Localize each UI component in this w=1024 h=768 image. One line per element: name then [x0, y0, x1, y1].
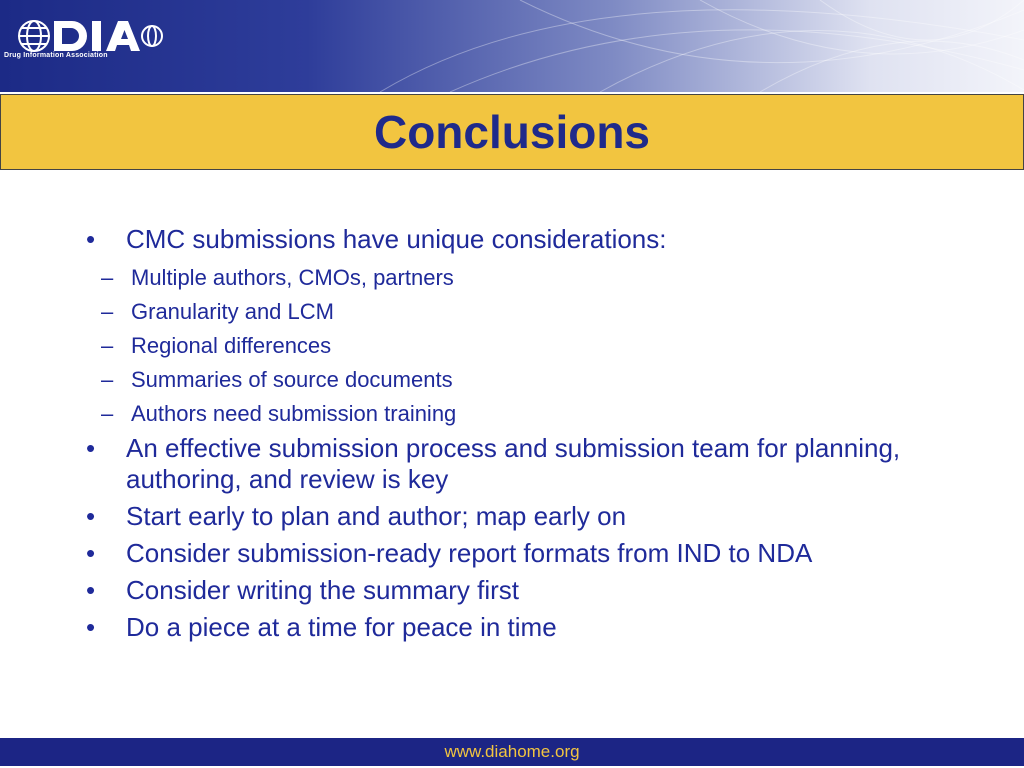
sub-bullet-text: Summaries of source documents — [131, 367, 453, 392]
bullet-text: Consider writing the summary first — [126, 575, 519, 605]
bullet-item — [86, 538, 986, 569]
bullet-icon: • — [86, 433, 96, 463]
sub-bullet-text: Multiple authors, CMOs, partners — [131, 265, 454, 290]
bullet-text: Start early to plan and author; map early on — [126, 501, 627, 531]
bullet-item — [86, 501, 986, 532]
sub-bullet-text: Granularity and LCM — [131, 299, 334, 324]
dash-icon: – — [101, 367, 114, 392]
bullet-item — [86, 224, 986, 255]
sub-bullet-list — [86, 261, 986, 431]
bullet-text: Do a piece at a time for peace in time — [126, 612, 557, 642]
slide-title: Conclusions — [373, 106, 651, 158]
bullet-icon: • — [86, 224, 96, 254]
sub-bullet-item — [46, 363, 986, 397]
sub-bullet-text: Regional differences — [131, 333, 332, 358]
bullet-icon: • — [86, 538, 96, 568]
dash-icon: – — [101, 299, 114, 324]
bullet-icon: • — [86, 612, 96, 642]
bullet-item — [86, 612, 986, 643]
footer-bar — [0, 738, 1024, 766]
bullet-text: Consider submission-ready report formats from IND to NDA — [126, 538, 813, 568]
bullet-list — [86, 224, 986, 649]
footer-url-link[interactable]: www.diahome.org — [444, 742, 580, 761]
dash-icon: – — [101, 401, 114, 426]
bullet-item — [86, 575, 986, 606]
dash-icon: – — [101, 265, 114, 290]
bullet-icon: • — [86, 501, 96, 531]
sub-bullet-text: Authors need submission training — [131, 401, 457, 426]
bullet-icon: • — [86, 575, 96, 605]
sub-bullet-item — [46, 397, 986, 431]
sub-bullet-item — [46, 295, 986, 329]
sub-bullet-item — [46, 261, 986, 295]
header-band — [0, 0, 1024, 92]
bullet-item — [86, 433, 986, 495]
bullet-text: An effective submission process and submission team for planning, authoring, and review is key — [126, 433, 901, 494]
title-bar — [0, 94, 1024, 170]
bullet-text: CMC submissions have unique considerations: — [126, 224, 667, 254]
org-name: Drug Information Association — [4, 52, 108, 59]
sub-bullet-item — [46, 329, 986, 363]
dash-icon: – — [101, 333, 114, 358]
